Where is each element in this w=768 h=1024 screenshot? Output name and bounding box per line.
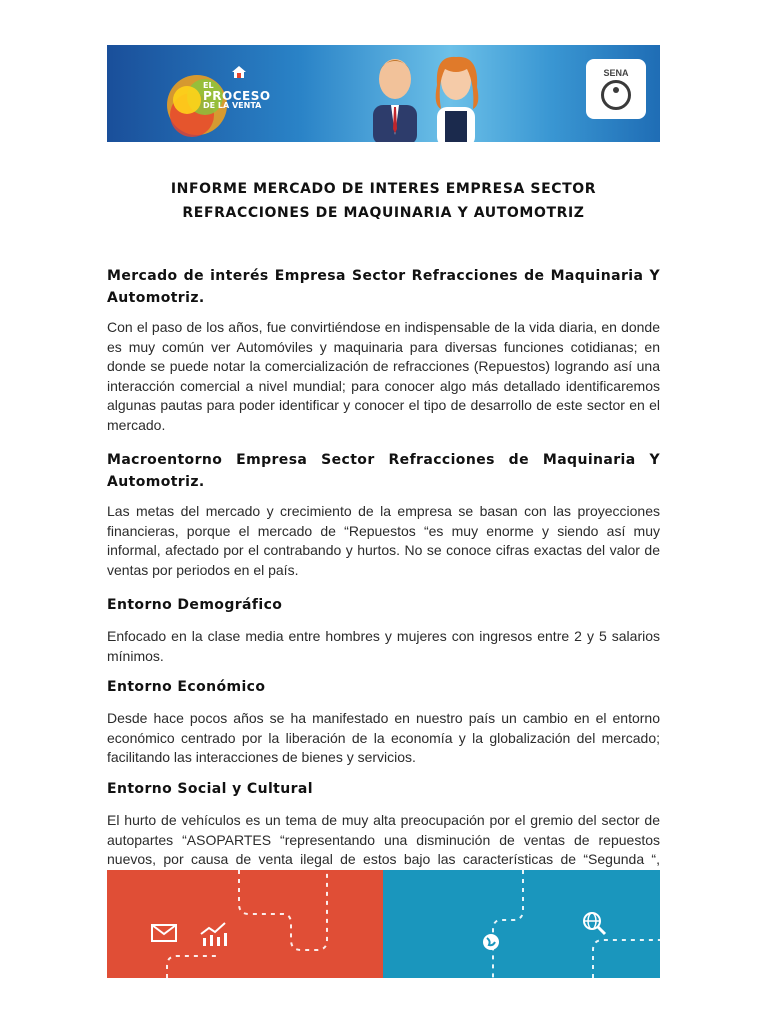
brand-title	[203, 81, 271, 111]
brand-line-1: EL	[203, 81, 214, 90]
title-line-2: REFRACCIONES DE MAQUINARIA Y AUTOMOTRIZ	[182, 205, 585, 221]
footer-right-panel	[383, 870, 660, 978]
sena-logo	[586, 59, 646, 119]
logo-text: SENA	[603, 67, 629, 78]
house-icon	[231, 65, 247, 79]
footer-left-panel	[107, 870, 383, 978]
section-demografico	[107, 594, 660, 666]
section-macroentorno	[107, 449, 660, 580]
section-body: Enfocado en la clase media entre hombres y mujeres con ingresos entre 2 y 5 salarios mínimos.	[107, 628, 660, 664]
section-heading: Entorno Económico	[107, 679, 266, 695]
dotted-path-decoration	[107, 870, 383, 978]
section-mercado	[107, 265, 660, 435]
header-banner	[107, 45, 660, 142]
footer-banner	[107, 870, 660, 978]
brand-line-3: DE LA VENTA	[203, 101, 262, 110]
section-heading: Mercado de interés Empresa Sector Refracciones de Maquinaria Y Automotriz.	[107, 268, 660, 306]
section-economico	[107, 676, 660, 768]
section-heading: Entorno Social y Cultural	[107, 781, 313, 797]
section-heading: Macroentorno Empresa Sector Refracciones de Maquinaria Y Automotriz.	[107, 452, 660, 490]
section-body: El hurto de vehículos es un tema de muy alta preocupación por el gremio del sector de autopartes “ASOPARTES “representando una disminución de ventas de repuestos nuevos, por causa de venta ilegal de estos bajo las características de “Segunda “,	[107, 812, 660, 867]
sena-emblem-icon	[601, 80, 631, 110]
section-body: Desde hace pocos años se ha manifestado en nuestro país un cambio en el entorno económico centrado por la liberación de la economía y la globalización del mercado; facilitando las interacciones de bienes y servicios.	[107, 710, 660, 765]
dotted-path-decoration-right	[383, 870, 660, 978]
document-title	[107, 177, 660, 225]
section-body: Con el paso de los años, fue convirtiéndose en indispensable de la vida diaria, en donde es muy común ver Automóviles y maquinaria para diversas funciones cotidianas; en donde se puede notar la comercialización de refracciones (Repuestos) logrando así una interacción comercial a nivel mundial; para conocer algo más detallado identificaremos algunas pautas para poder identificar y conocer el tipo de desarrollo de este sector en el mercado.	[107, 319, 660, 433]
section-heading: Entorno Demográfico	[107, 597, 283, 613]
brand-line-2: PROCESO	[203, 89, 271, 103]
salesman-illustration	[365, 45, 425, 142]
title-line-1: INFORME MERCADO DE INTERES EMPRESA SECTOR	[170, 181, 597, 197]
section-body: Las metas del mercado y crecimiento de la empresa se basan con las proyecciones financieras, porque el mercado de “Repuestos “es muy enorme y siendo así muy informal, afectado por el contrabando y hurtos. No se conoce cifras exactas del valor de ventas por periodos en el país.	[107, 503, 660, 578]
saleswoman-illustration	[425, 45, 487, 142]
